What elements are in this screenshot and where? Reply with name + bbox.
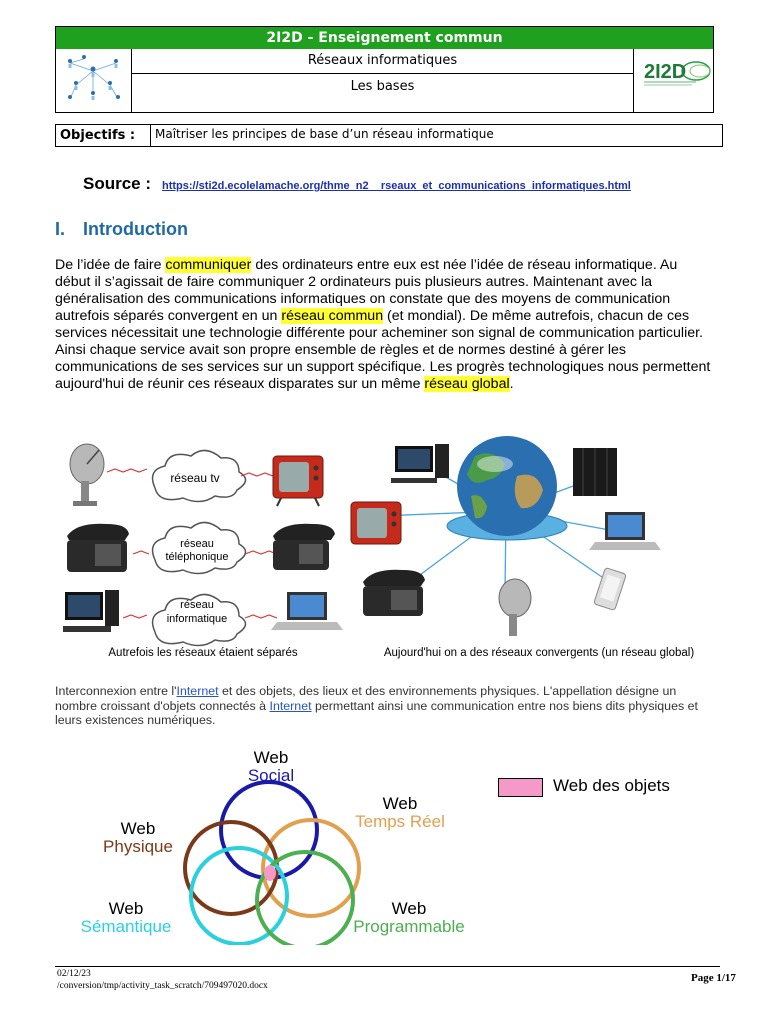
brand-text: 2I2D	[644, 61, 687, 83]
footer-path: /conversion/tmp/activity_task_scratch/709497020.docx	[57, 981, 268, 991]
internet-link-2[interactable]: Internet	[269, 698, 312, 713]
header-title: 2I2D - Enseignement commun	[56, 27, 713, 49]
intro-text-4: .	[509, 376, 514, 392]
caption-left: Autrefois les réseaux étaient séparés	[108, 647, 298, 659]
laptop-icon	[589, 512, 661, 550]
footer-date: 02/12/23	[57, 969, 91, 979]
iot-text-1: Interconnexion entre l'	[55, 684, 177, 698]
svg-text:réseau: réseau	[180, 538, 214, 550]
label-web-programmable: Web Programmable	[353, 899, 465, 936]
laptop-icon	[271, 592, 343, 630]
satellite-dish-icon	[70, 444, 104, 506]
tv-icon	[273, 456, 323, 506]
legend-swatch	[498, 778, 543, 797]
objectives-text: Maîtriser les principes de base d’un réseau informatique	[155, 127, 494, 141]
source-label: Source :	[83, 174, 152, 193]
desktop-computer-icon	[391, 444, 449, 483]
networks-illustration	[55, 436, 720, 662]
telephone-icon	[273, 524, 335, 570]
objectives-label: Objectifs :	[56, 125, 151, 146]
highlight-reseau-commun: réseau commun	[281, 308, 384, 324]
svg-text:téléphonique: téléphonique	[165, 551, 229, 563]
section-number: I.	[55, 219, 66, 239]
server-icon	[573, 448, 617, 496]
networks-figure	[55, 436, 720, 662]
objectives-box	[55, 124, 723, 147]
desktop-computer-icon	[63, 590, 119, 632]
footer-page-number: Page 1/17	[691, 972, 736, 984]
cloud-computer-icon	[153, 594, 246, 645]
highlight-communiquer: communiquer	[165, 257, 252, 273]
intro-text-3: (et mondial). De même autrefois, chacun de ces services nécessitait une technologie différente pour acheminer son signal de communication particulier. Ainsi chaque service avait son propre ensemble de règles et de normes destiné à gérer les communications de ses services sur un support spécifique. Les progrès technologiques nous permettent aujourd'hui de réunir ces réseaux disparates sur un même	[55, 308, 711, 392]
svg-text:réseau tv: réseau tv	[170, 471, 220, 485]
label-web-social: Web Social	[247, 748, 295, 785]
iot-text-3: permettant ainsi une communication entre nos biens dits physiques et leurs existences numériques.	[55, 698, 698, 727]
label-web-physique: Web Physique	[103, 819, 173, 856]
iot-text-2: et des objets, des lieux et des environnements physiques. L'appellation désigne un nombre croissant d'objets connectés à	[55, 684, 677, 713]
header-table	[55, 26, 714, 113]
header-chapter: Les bases	[132, 74, 634, 112]
circle-web-social	[221, 782, 317, 878]
legend-label: Web des objets	[553, 776, 670, 795]
telephone-icon	[363, 570, 425, 616]
cloud-tv-icon	[153, 450, 246, 501]
header-subject: Réseaux informatiques	[132, 49, 634, 74]
section-heading	[55, 219, 188, 240]
intro-text-1: De l’idée de faire	[55, 257, 166, 273]
section-title: Introduction	[83, 219, 188, 239]
svg-text:réseau: réseau	[180, 599, 214, 611]
label-web-semantique: Web Sémantique	[80, 899, 172, 936]
telephone-icon	[67, 524, 129, 572]
cloud-phone-icon	[153, 522, 246, 573]
label-web-temps-reel: Web Temps Réel	[355, 794, 445, 831]
intro-paragraph	[55, 257, 715, 393]
web-des-objets-area	[264, 865, 276, 881]
svg-text:informatique: informatique	[166, 613, 228, 625]
intro-text-2: des ordinateurs entre eux est née l’idée de réseau informatique. Au début il s’agissait de faire communiquer 2 ordinateurs puis plusieurs autres. Maintenant avec la généralisation des communications informatiques on constate que des moyens de communication autrefois séparés convergent en un	[55, 257, 678, 324]
highlight-reseau-global: réseau global	[424, 376, 510, 392]
source-link[interactable]: https://sti2d.ecolelamache.org/thme_n2__rseaux_et_communications_informatiques.html	[162, 180, 631, 192]
footer-divider	[55, 966, 720, 967]
satellite-dish-icon	[499, 579, 531, 636]
brand-logo	[634, 49, 713, 112]
network-logo-icon	[56, 49, 132, 112]
tv-icon	[351, 502, 401, 544]
internet-link-1[interactable]: Internet	[176, 684, 219, 698]
iot-paragraph	[55, 684, 715, 728]
caption-right: Aujourd'hui on a des réseaux convergents (un réseau global)	[383, 647, 695, 659]
globe-icon	[447, 436, 567, 540]
